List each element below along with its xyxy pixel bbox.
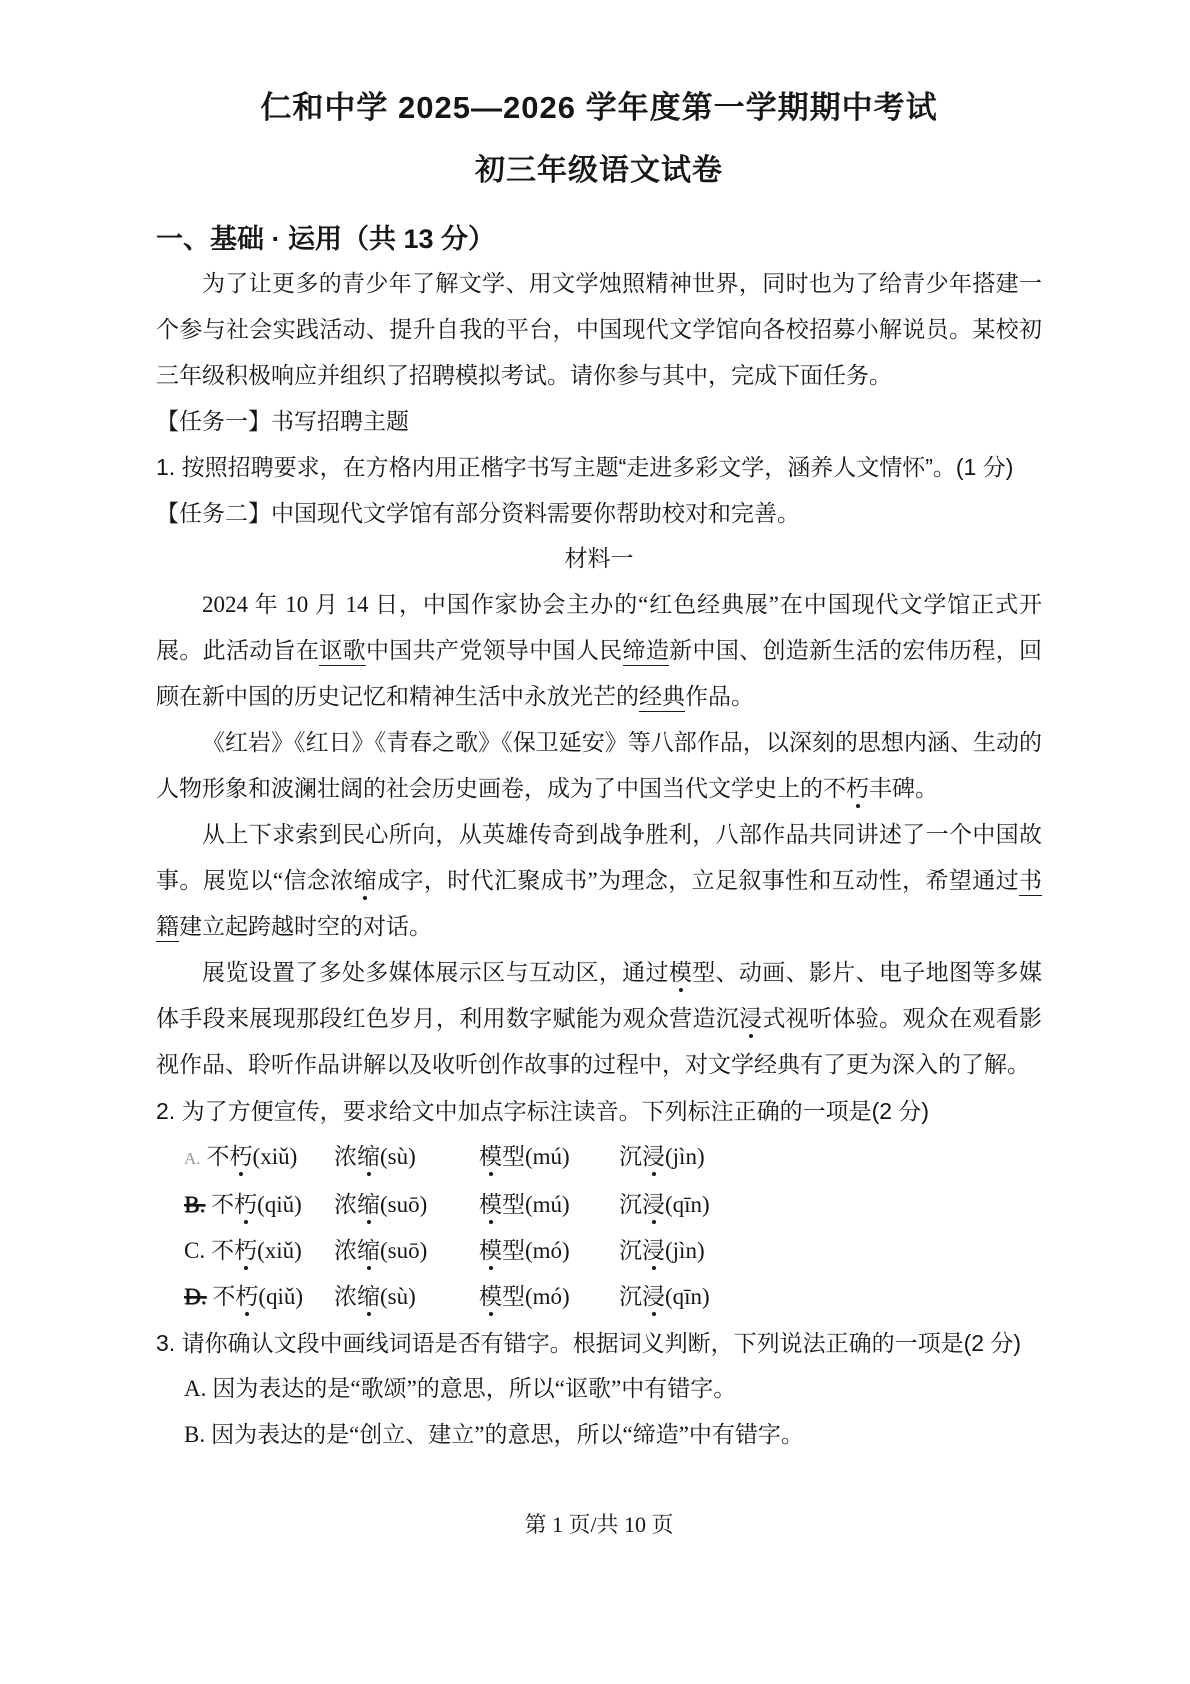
option-cell <box>184 1274 334 1320</box>
option-word: 沉浸(qīn) <box>619 1284 710 1309</box>
intro-paragraph: 为了让更多的青少年了解文学、用文学烛照精神世界，同时也为了给青少年搭建一个参与社会实践活动、提升自我的平台，中国现代文学馆向各校招募小解说员。某校初三年级积极响应并组织了招聘模拟考试。请你参与其中，完成下面任务。 <box>156 270 1042 388</box>
question-3-option-b <box>184 1412 1042 1458</box>
option-cell <box>184 1228 334 1274</box>
section-heading: 一、基础 · 运用（共 13 分） <box>156 224 496 254</box>
exam-subtitle: 初三年级语文试卷 <box>475 154 723 187</box>
option-word: 模型(mó) <box>479 1284 570 1309</box>
option-text: 因为表达的是“歌颂”的意思，所以“讴歌”中有错字。 <box>212 1376 737 1401</box>
option-word: 不朽(xiǔ) <box>211 1238 302 1263</box>
exam-title: 仁和中学 2025—2026 学年度第一学期期中考试 <box>260 90 938 125</box>
material1-paragraph-3: 从上下求索到民心所向，从英雄传奇到战争胜利，八部作品共同讲述了一个中国故事。展览以“信念浓缩成字，时代汇聚成书”为理念，立足叙事性和互动性，希望通过书籍建立起跨越时空的对话。 <box>156 812 1042 950</box>
option-word: 不朽(qiǔ) <box>211 1192 302 1217</box>
option-word: 沉浸(qīn) <box>619 1192 710 1217</box>
material1-heading: 材料一 <box>564 546 634 571</box>
option-word: 沉浸(jìn) <box>619 1144 705 1169</box>
question-2-option-b <box>184 1182 1042 1228</box>
question-2-option-d <box>184 1274 1042 1320</box>
option-letter-a: A. <box>184 1149 201 1168</box>
option-word: 浓缩(sù) <box>334 1144 416 1169</box>
question-3-stem: 3. 请你确认文段中画线词语是否有错字。根据词义判断，下列说法正确的一项是(2 分) <box>156 1330 1022 1356</box>
task1-label: 【任务一】书写招聘主题 <box>156 408 409 434</box>
option-letter-a: A. <box>184 1376 207 1401</box>
option-letter-b: B. <box>184 1192 206 1217</box>
material1-paragraph-2: 《红岩》《红日》《青春之歌》《保卫延安》等八部作品，以深刻的思想内涵、生动的人物形象和波澜壮阔的社会历史画卷，成为了中国当代文学史上的不朽丰碑。 <box>156 730 1042 801</box>
option-word: 沉浸(jìn) <box>619 1238 705 1263</box>
page-footer: 第 1 页/共 10 页 <box>524 1512 674 1537</box>
option-cell <box>184 1182 334 1228</box>
option-word: 模型(mú) <box>479 1192 570 1217</box>
option-cell <box>184 1134 334 1182</box>
option-letter-c: C. <box>184 1238 206 1263</box>
question-2-option-a <box>184 1134 1042 1182</box>
option-word: 模型(mó) <box>479 1238 570 1263</box>
material1-paragraph-1: 2024 年 10 月 14 日，中国作家协会主办的“红色经典展”在中国现代文学馆正式开展。此活动旨在讴歌中国共产党领导中国人民缔造新中国、创造新生活的宏伟历程，回顾在新中国的历史记忆和精神生活中永放光芒的经典作品。 <box>156 582 1042 720</box>
option-letter-b: B. <box>184 1422 206 1447</box>
option-word: 浓缩(sù) <box>334 1284 416 1309</box>
option-word: 不朽(xiǔ) <box>206 1144 298 1169</box>
option-word: 浓缩(suō) <box>334 1238 428 1263</box>
option-letter-d: D. <box>184 1284 207 1309</box>
option-word: 浓缩(suō) <box>334 1192 428 1217</box>
task2-label: 【任务二】中国现代文学馆有部分资料需要你帮助校对和完善。 <box>156 500 800 526</box>
option-text: 因为表达的是“创立、建立”的意思，所以“缔造”中有错字。 <box>211 1422 804 1447</box>
material1-paragraph-4: 展览设置了多处多媒体展示区与互动区，通过模型、动画、影片、电子地图等多媒体手段来展现那段红色岁月，利用数字赋能为观众营造沉浸式视听体验。观众在观看影视作品、聆听作品讲解以及收听创作故事的过程中，对文学经典有了更为深入的了解。 <box>156 960 1043 1077</box>
option-word: 模型(mú) <box>479 1144 570 1169</box>
question-1-stem: 1. 按照招聘要求，在方格内用正楷字书写主题“走进多彩文学，涵养人文情怀”。(1 分) <box>156 454 1014 480</box>
question-3-option-a <box>184 1366 1042 1412</box>
question-2-stem: 2. 为了方便宣传，要求给文中加点字标注读音。下列标注正确的一项是(2 分) <box>156 1098 930 1124</box>
question-2-option-c <box>184 1228 1042 1274</box>
option-word: 不朽(qiǔ) <box>212 1284 304 1309</box>
